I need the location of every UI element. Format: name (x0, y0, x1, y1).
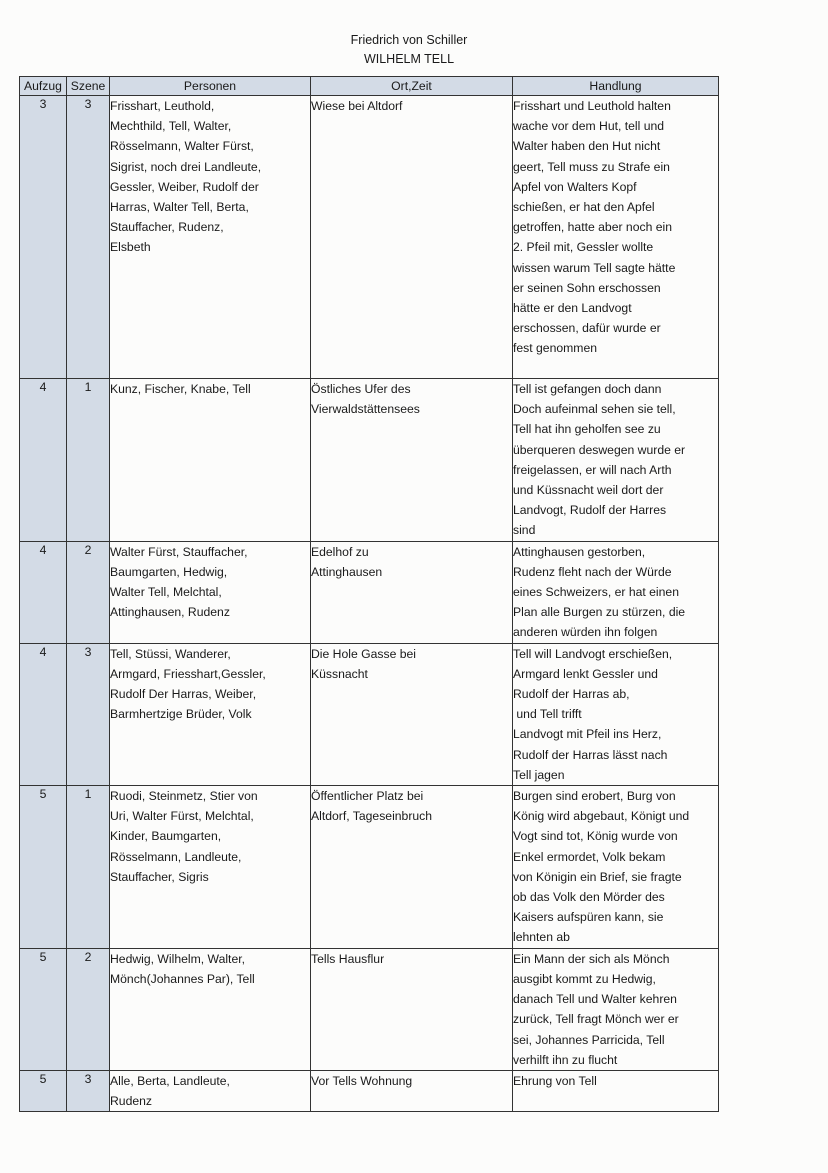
handlung-line: wissen warum Tell sagte hätte (513, 260, 676, 275)
handlung-line: eines Schweizers, er hat einen (513, 585, 679, 600)
handlung-line: geert, Tell muss zu Strafe ein (513, 159, 670, 174)
handlung-line: Apfel von Walters Kopf (513, 179, 637, 194)
personen-line: Baumgarten, Hedwig, (110, 564, 228, 579)
handlung-line: Tell hat ihn geholfen see zu (513, 422, 661, 437)
szene-cell: 1 (67, 379, 110, 542)
handlung-cell (513, 96, 719, 379)
handlung-cell (513, 948, 719, 1070)
personen-line: Uri, Walter Fürst, Melchtal, (110, 809, 254, 824)
handlung-line: 2. Pfeil mit, Gessler wollte (513, 240, 654, 255)
handlung-line: erschossen, dafür wurde er (513, 321, 661, 336)
personen-line: Walter Fürst, Stauffacher, (110, 544, 248, 559)
handlung-line: Tell will Landvogt erschießen, (513, 646, 673, 661)
personen-line: Attinghausen, Rudenz (110, 605, 230, 620)
handlung-line: Landvogt, Rudolf der Harres (513, 503, 667, 518)
personen-line: Mönch(Johannes Par), Tell (110, 971, 255, 986)
szene-cell: 3 (67, 96, 110, 379)
handlung-line: Tell jagen (513, 767, 565, 782)
personen-line: Barmhertzige Brüder, Volk (110, 707, 252, 722)
table-row (20, 541, 719, 643)
handlung-cell (513, 643, 719, 785)
handlung-line: hätte er den Landvogt (513, 301, 632, 316)
ort-line: Wiese bei Altdorf (311, 99, 403, 113)
personen-line: Ruodi, Steinmetz, Stier von (110, 789, 258, 804)
handlung-line: anderen würden ihn folgen (513, 625, 658, 640)
handlung-line: er seinen Sohn erschossen (513, 280, 661, 295)
author-name: Friedrich von Schiller (350, 33, 468, 47)
handlung-line: Walter haben den Hut nicht (513, 139, 661, 154)
personen-line: Armgard, Friesshart,Gessler, (110, 666, 266, 681)
handlung-line: Frisshart und Leuthold halten (513, 99, 671, 113)
handlung-line: verhilft ihn zu flucht (513, 1052, 618, 1067)
aufzug-cell: 5 (20, 1070, 67, 1111)
handlung-line: Enkel ermordet, Volk bekam (513, 849, 666, 864)
personen-line: Gessler, Weiber, Rudolf der (110, 179, 259, 194)
personen-line: Sigrist, noch drei Landleute, (110, 159, 262, 174)
personen-line: Stauffacher, Sigris (110, 869, 209, 884)
table-row (20, 948, 719, 1070)
handlung-line: Rudenz fleht nach der Würde (513, 564, 672, 579)
personen-cell (110, 1070, 311, 1111)
personen-cell (110, 96, 311, 379)
aufzug-cell: 3 (20, 96, 67, 379)
handlung-line: ob das Volk den Mörder des (513, 890, 665, 905)
handlung-line: Plan alle Burgen zu stürzen, die (513, 605, 686, 620)
ort-cell (311, 786, 513, 949)
handlung-line: und Tell trifft (513, 707, 582, 722)
aufzug-cell: 5 (20, 786, 67, 949)
personen-line: Hedwig, Wilhelm, Walter, (110, 951, 245, 966)
ort-line: Küssnacht (311, 666, 368, 681)
aufzug-cell: 4 (20, 643, 67, 785)
handlung-line: zurück, Tell fragt Mönch wer er (513, 1012, 679, 1027)
column-header-personen: Personen (110, 77, 311, 96)
table-header-row (20, 77, 719, 96)
szene-cell: 3 (67, 643, 110, 785)
ort-cell (311, 948, 513, 1070)
personen-line: Elsbeth (110, 240, 151, 255)
aufzug-cell: 4 (20, 379, 67, 542)
ort-line: Öffentlicher Platz bei (311, 789, 424, 804)
ort-cell (311, 541, 513, 643)
personen-line: Tell, Stüssi, Wanderer, (110, 646, 231, 661)
handlung-line: und Küssnacht weil dort der (513, 483, 664, 498)
personen-line: Walter Tell, Melchtal, (110, 585, 222, 600)
personen-line: Mechthild, Tell, Walter, (110, 119, 232, 134)
personen-line: Harras, Walter Tell, Berta, (110, 200, 249, 215)
handlung-line: Rudolf der Harras lässt nach (513, 747, 668, 762)
document-title: WILHELM TELL (363, 52, 455, 66)
table-row (20, 96, 719, 379)
table-row (20, 643, 719, 785)
scene-table (19, 76, 719, 1112)
column-header-handlung: Handlung (513, 77, 719, 96)
handlung-cell (513, 541, 719, 643)
personen-line: Rudolf Der Harras, Weiber, (110, 687, 257, 702)
table-row (20, 1070, 719, 1111)
personen-cell (110, 643, 311, 785)
column-header-ort-zeit: Ort,Zeit (311, 77, 513, 96)
ort-cell (311, 643, 513, 785)
personen-line: Kinder, Baumgarten, (110, 829, 222, 844)
personen-cell (110, 379, 311, 542)
handlung-line: überqueren deswegen wurde er (513, 442, 686, 457)
personen-cell (110, 786, 311, 949)
ort-line: Östliches Ufer des (311, 382, 411, 396)
ort-line: Vor Tells Wohnung (311, 1073, 413, 1088)
handlung-line: sind (513, 523, 536, 538)
personen-cell (110, 541, 311, 643)
handlung-line: König wird abgebaut, Königt und (513, 809, 690, 824)
handlung-line: schießen, er hat den Apfel (513, 200, 655, 215)
personen-line: Rudenz (110, 1094, 153, 1109)
szene-cell: 2 (67, 948, 110, 1070)
personen-cell (110, 948, 311, 1070)
ort-cell (311, 96, 513, 379)
szene-cell: 3 (67, 1070, 110, 1111)
aufzug-cell: 4 (20, 541, 67, 643)
ort-line: Tells Hausflur (311, 951, 385, 966)
szene-cell: 2 (67, 541, 110, 643)
handlung-line: lehnten ab (513, 930, 570, 945)
handlung-line: ausgibt kommt zu Hedwig, (513, 971, 656, 986)
handlung-cell (513, 786, 719, 949)
handlung-cell (513, 379, 719, 542)
handlung-line: Armgard lenkt Gessler und (513, 666, 658, 681)
personen-line: Stauffacher, Rudenz, (110, 220, 224, 235)
personen-line: Alle, Berta, Landleute, (110, 1073, 230, 1088)
personen-line: Rösselmann, Landleute, (110, 849, 242, 864)
handlung-line: Landvogt mit Pfeil ins Herz, (513, 727, 662, 742)
ort-line: Attinghausen (311, 564, 383, 579)
handlung-line: danach Tell und Walter kehren (513, 992, 677, 1007)
szene-cell: 1 (67, 786, 110, 949)
ort-cell (311, 379, 513, 542)
handlung-line: getroffen, hatte aber noch ein (513, 220, 673, 235)
handlung-line: Vogt sind tot, König wurde von (513, 829, 678, 844)
handlung-line: Rudolf der Harras ab, (513, 687, 630, 702)
handlung-line: Burgen sind erobert, Burg von (513, 789, 676, 804)
handlung-line: wache vor dem Hut, tell und (513, 119, 665, 134)
handlung-line: sei, Johannes Parricida, Tell (513, 1032, 665, 1047)
handlung-line: Attinghausen gestorben, (513, 544, 646, 559)
ort-line: Altdorf, Tageseinbruch (311, 809, 433, 824)
column-header-szene: Szene (67, 77, 110, 96)
handlung-cell (513, 1070, 719, 1111)
personen-line: Kunz, Fischer, Knabe, Tell (110, 382, 251, 396)
ort-cell (311, 1070, 513, 1111)
table-row (20, 786, 719, 949)
ort-line: Die Hole Gasse bei (311, 646, 416, 661)
handlung-line: freigelassen, er will nach Arth (513, 462, 672, 477)
handlung-line: Tell ist gefangen doch dann (513, 382, 662, 396)
column-header-aufzug: Aufzug (20, 77, 67, 96)
handlung-line: Doch aufeinmal sehen sie tell, (513, 402, 676, 417)
handlung-line: Ehrung von Tell (513, 1073, 597, 1088)
ort-line: Edelhof zu (311, 544, 369, 559)
handlung-line: Ein Mann der sich als Mönch (513, 951, 670, 966)
personen-line: Frisshart, Leuthold, (110, 99, 215, 113)
handlung-line: Kaisers aufspüren kann, sie (513, 910, 664, 925)
document-header (0, 31, 818, 69)
table-row (20, 379, 719, 542)
ort-line: Vierwaldstättensees (311, 402, 420, 417)
handlung-line: von Königin ein Brief, sie fragte (513, 869, 682, 884)
handlung-line: fest genommen (513, 341, 598, 356)
personen-line: Rösselmann, Walter Fürst, (110, 139, 254, 154)
aufzug-cell: 5 (20, 948, 67, 1070)
